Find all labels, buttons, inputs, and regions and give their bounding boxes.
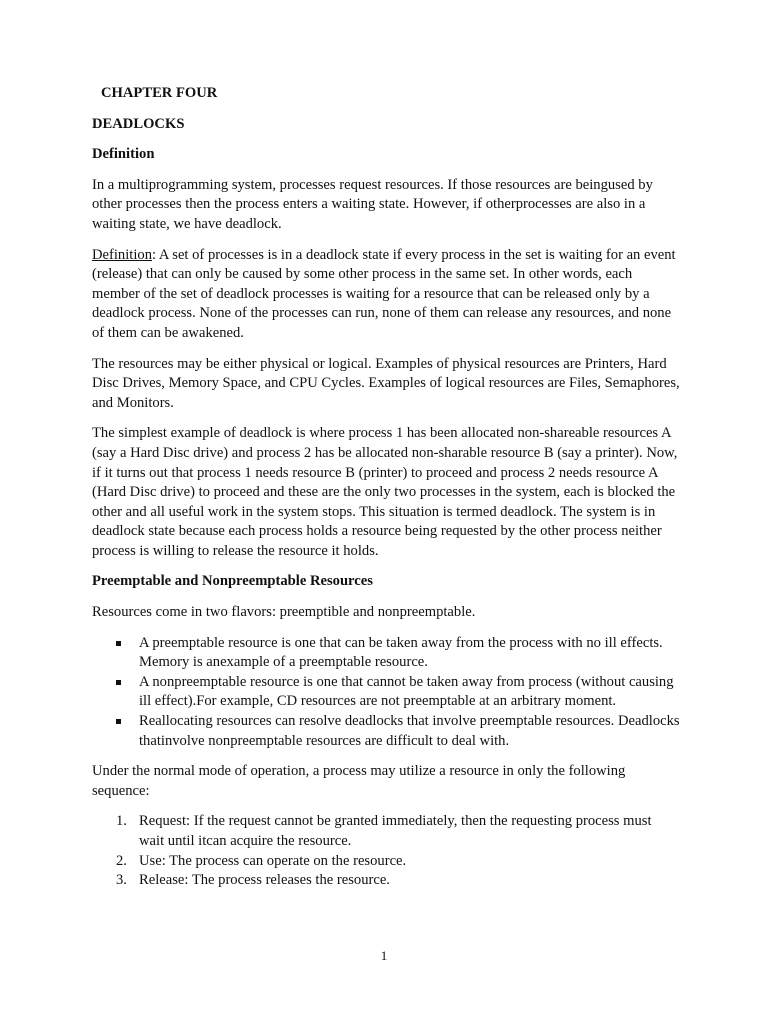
page-number: 1 <box>380 948 388 963</box>
step-item <box>92 871 680 891</box>
chapter-title: CHAPTER FOUR <box>101 85 218 101</box>
example-paragraph: The simplest example of deadlock is where process 1 has been allocated non-shareable resources A (say a Hard Disc drive) and process 2 has be allocated non-sharable resource B (say a printer). Now, if it turns out that process 1 needs resource B (printer) to proceed and process 2 needs resource A (Hard Disc drive) to proceed and these are the only two processes in the system, each is blocked the other and all useful work in the system stops. This situation is termed deadlock. The system is in deadlock state because each process holds a resource being requested by the other process neither process is willing to release the resource it holds. <box>92 425 678 559</box>
sequence-paragraph: Under the normal mode of operation, a process may utilize a resource in only the following sequence: <box>92 763 626 799</box>
step-number: 1. <box>116 813 127 830</box>
bullet-item <box>92 712 680 751</box>
bullet-text: Reallocating resources can resolve deadlocks that involve preemptable resources. Deadlocks thatinvolve nonpreemptable resources are difficult to deal with. <box>139 713 680 749</box>
step-number: 2. <box>116 852 127 869</box>
bullet-item <box>92 634 680 673</box>
resource-bullet-list <box>92 634 680 752</box>
step-item <box>92 852 680 872</box>
document-page <box>92 84 680 891</box>
square-bullet-icon <box>116 680 121 685</box>
sequence-list <box>92 812 680 890</box>
definition-heading: Definition <box>92 146 155 163</box>
step-text: Request: If the request cannot be granted immediately, then the requesting process must wait until itcan acquire the resource. <box>139 813 652 849</box>
bullet-item <box>92 673 680 712</box>
square-bullet-icon <box>116 641 121 646</box>
step-text: Use: The process can operate on the resource. <box>139 852 407 869</box>
step-item <box>92 812 680 851</box>
bullet-text: A nonpreemptable resource is one that cannot be taken away from process (without causing ill effect).For example, CD resources are not preemptable at an arbitrary moment. <box>139 673 674 710</box>
section-title: DEADLOCKS <box>92 115 185 132</box>
definition-text: : A set of processes is in a deadlock state if every process in the set is waiting for an event (release) that can only be caused by some other process in the same set. In other words, each member of the set of deadlock processes is waiting for a resource that can be released only by a deadlock process. None of the processes can run, none of them can release any resources, and none of them can be awakened. <box>92 246 676 341</box>
intro-paragraph: In a multiprogramming system, processes request resources. If those resources are beingused by other processes then the process enters a waiting state. However, if otherprocesses are also in a waiting state, we have deadlock. <box>92 176 653 232</box>
preempt-heading: Preemptable and Nonpreemptable Resources <box>92 573 373 590</box>
step-number: 3. <box>116 872 127 889</box>
resources-paragraph: The resources may be either physical or logical. Examples of physical resources are Printers, Hard Disc Drives, Memory Space, and CPU Cycles. Examples of logical resources are Files, Semaphores, and Monitors. <box>92 355 680 411</box>
definition-paragraph <box>92 246 680 344</box>
flavors-paragraph: Resources come in two flavors: preemptible and nonpreemptable. <box>92 604 476 621</box>
definition-label: Definition <box>92 246 152 263</box>
step-text: Release: The process releases the resource. <box>139 872 390 889</box>
bullet-text: A preemptable resource is one that can be taken away from the process with no ill effects. Memory is anexample of a preemptable resource. <box>139 634 663 671</box>
square-bullet-icon <box>116 719 121 724</box>
